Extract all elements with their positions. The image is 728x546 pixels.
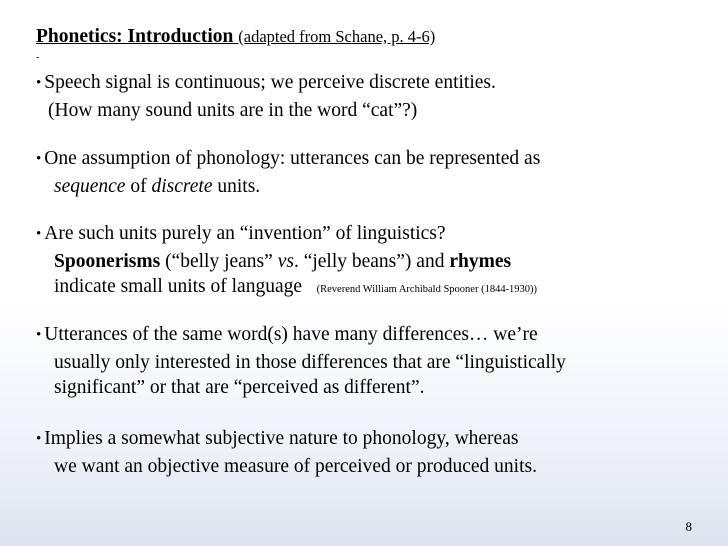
text-of: of: [125, 175, 152, 197]
bullet-4: [36, 322, 566, 401]
bullet-3-line-1: Are such units purely an “invention” of linguistics?: [44, 223, 446, 244]
bullet-4-line-3: significant” or that are “perceived as different”.: [54, 377, 425, 398]
bullet-4-line-1: Utterances of the same word(s) have many differences… we’re: [44, 324, 538, 345]
bullet-1-line-2: (How many sound units are in the word “cat”?): [48, 99, 418, 121]
emph-discrete: discrete: [151, 175, 213, 197]
bullet-dot: •: [36, 151, 42, 167]
text-small-units: indicate small units of language: [54, 276, 303, 297]
bullet-dot: •: [36, 327, 42, 343]
bullet-3: [36, 221, 537, 303]
slide-title: [36, 25, 435, 49]
bullet-dot: •: [36, 226, 42, 242]
bullet-1: [36, 70, 496, 123]
bullet-5: [36, 426, 537, 479]
title-main: Phonetics: Introduction: [36, 26, 234, 47]
title-dash: -: [36, 52, 40, 63]
emph-rhymes: rhymes: [449, 250, 512, 272]
bullet-4-line-2: usually only interested in those differences that are “linguistically: [54, 351, 566, 373]
bullet-dot: •: [36, 75, 42, 91]
text-units: units.: [212, 175, 261, 197]
bullet-3-line-2: [36, 249, 537, 275]
emph-spoonerisms: Spoonerisms: [54, 250, 161, 272]
spooner-citation: (Reverend William Archibald Spooner (1844-1930)): [316, 284, 538, 295]
title-source: (adapted from Schane, p. 4-6): [238, 27, 436, 46]
bullet-3-line-3: [36, 274, 537, 303]
bullet-5-line-1: Implies a somewhat subjective nature to phonology, whereas: [44, 428, 519, 449]
bullet-2: [36, 146, 540, 199]
bullet-2-line-1: One assumption of phonology: utterances can be represented as: [44, 148, 541, 169]
bullet-2-line-2: [36, 174, 540, 200]
emph-sequence: sequence: [54, 175, 126, 197]
bullet-1-line-1: Speech signal is continuous; we perceive discrete entities.: [44, 72, 496, 93]
bullet-dot: •: [36, 431, 42, 447]
text-belly-jeans: (“belly jeans”: [160, 250, 278, 272]
text-jelly-beans: . “jelly beans”) and: [293, 250, 450, 272]
emph-vs: vs: [277, 250, 294, 272]
bullet-5-line-2: we want an objective measure of perceived or produced units.: [54, 455, 537, 477]
page-number: 8: [685, 519, 692, 534]
